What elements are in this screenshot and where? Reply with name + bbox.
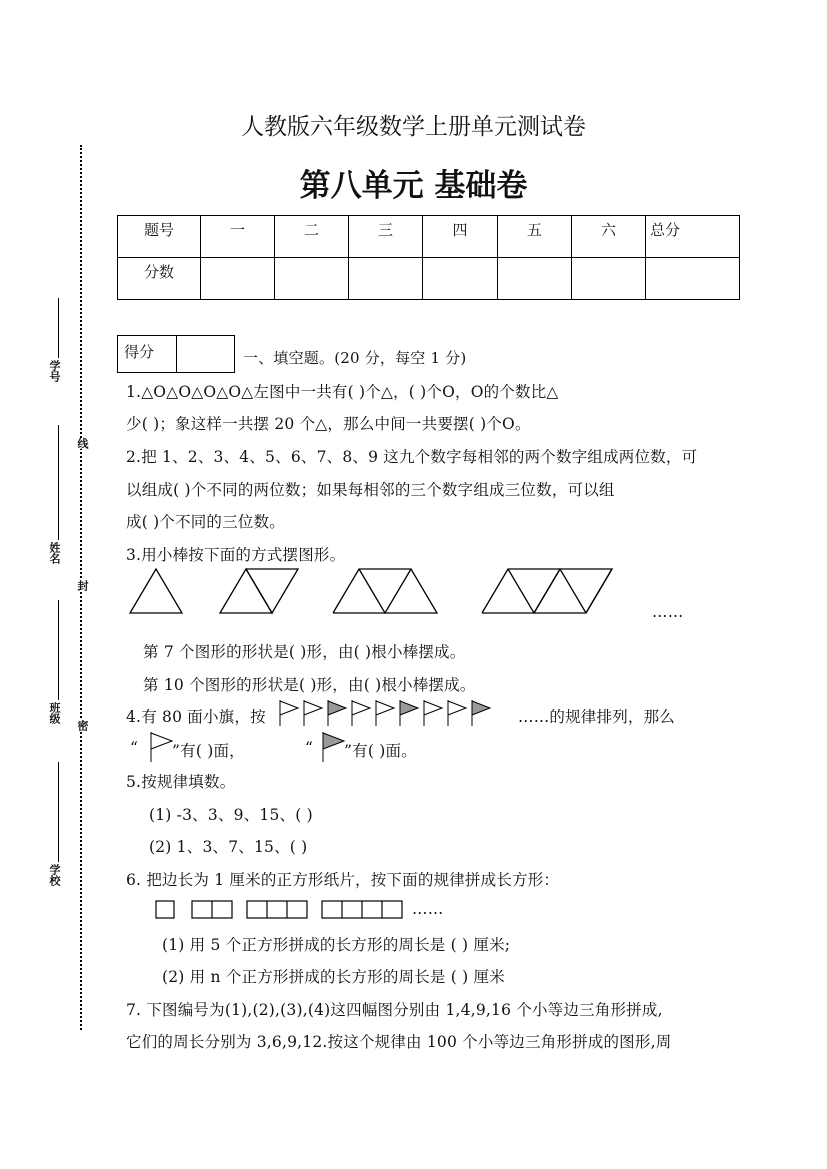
score-box-label: 得分: [118, 336, 177, 372]
q1-line2: 少( )；象这样一共摆 20 个△，那么中间一共要摆( )个O。: [126, 415, 531, 433]
page-subtitle: 第八单元 基础卷: [299, 168, 528, 204]
gray-flag-icon: [328, 700, 346, 726]
score-cell[interactable]: [572, 258, 646, 300]
score-header-cell: 四: [423, 216, 498, 258]
q2-line1: 2.把 1、2、3、4、5、6、7、8、9 这九个数字每相邻的两个数字组成两位数，可: [126, 448, 698, 466]
white-flag-icon: [376, 700, 394, 726]
score-header-cell: 一: [201, 216, 275, 258]
section1-heading: 一、填空题。(20 分，每空 1 分): [243, 349, 467, 367]
seal-char-feng: 封: [76, 580, 89, 591]
rect-3-squares: [247, 901, 307, 918]
white-flag-icon: [304, 700, 322, 726]
rect-1-square: [156, 901, 174, 918]
white-flag-icon: [424, 700, 442, 726]
q5-stem: 5.按规律填数。: [126, 773, 236, 791]
q4-quote-open-2: “: [305, 739, 314, 757]
white-flag-icon: [448, 700, 466, 726]
white-flag-icon: [280, 700, 298, 726]
flag-pattern: [278, 698, 500, 728]
name-label: 姓名: [48, 542, 61, 564]
seal-char-xian: 线: [76, 438, 89, 449]
q7-line1: 7. 下图编号为(1),(2),(3),(4)这四幅图分别由 1,4,9,16 个小等边三角形拼成,: [126, 1001, 663, 1019]
score-cell[interactable]: [498, 258, 572, 300]
school-line: [58, 762, 59, 862]
q2-line2: 以组成( )个不同的两位数；如果每相邻的三个数字组成三位数，可以组: [126, 481, 615, 499]
score-cell[interactable]: [423, 258, 498, 300]
score-cell[interactable]: [275, 258, 349, 300]
q4-line1-start: 4.有 80 面小旗，按: [126, 708, 266, 726]
score-header-cell: 题号: [118, 216, 201, 258]
gray-flag-icon: [472, 700, 490, 726]
page-title: 人教版六年级数学上册单元测试卷: [241, 114, 586, 140]
white-flag-icon: [352, 700, 370, 726]
figure-1-triangle: [130, 569, 182, 613]
name-line: [58, 425, 59, 540]
square-rectangles: [155, 900, 410, 920]
score-header-cell: 六: [572, 216, 646, 258]
score-cell[interactable]: [349, 258, 423, 300]
q3-stem: 3.用小棒按下面的方式摆图形。: [126, 546, 346, 564]
q6-stem: 6. 把边长为 1 厘米的正方形纸片，按下面的规律拼成长方形：: [126, 871, 560, 889]
score-box-field[interactable]: [177, 336, 234, 372]
q1-line1: 1.△O△O△O△O△左图中一共有( )个△，( )个O，O的个数比△: [126, 383, 559, 401]
student-id-label: 学号: [48, 360, 61, 382]
q5-part-a: (1) -3、3、9、15、( ): [149, 806, 313, 824]
score-cell[interactable]: [646, 258, 740, 300]
q5-part-b: (2) 1、3、7、15、( ): [149, 838, 308, 856]
q4-white-count: ”有( )面，: [172, 742, 245, 760]
score-box: [117, 335, 235, 373]
score-table-score-row: [118, 258, 740, 300]
score-header-cell: 总分: [646, 216, 740, 258]
q3-part-b: 第 10 个图形的形状是( )形，由( )根小棒摆成。: [143, 676, 476, 694]
q4-line1-end: ……的规律排列，那么: [518, 708, 676, 726]
class-label: 班级: [48, 702, 61, 724]
score-row-label: 分数: [118, 258, 201, 300]
q3-part-a: 第 7 个图形的形状是( )形，由( )根小棒摆成。: [143, 643, 466, 661]
school-label: 学校: [48, 864, 61, 886]
class-line: [58, 600, 59, 700]
gray-flag-icon: [400, 700, 418, 726]
score-header-cell: 三: [349, 216, 423, 258]
score-table-header-row: [118, 216, 740, 258]
score-header-cell: 五: [498, 216, 572, 258]
figure-3-trapezoid: [333, 569, 437, 613]
figure-3-inner: [359, 569, 411, 613]
score-cell[interactable]: [201, 258, 275, 300]
q4-gray-count: ”有( )面。: [344, 742, 417, 760]
q2-line3: 成( )个不同的三位数。: [126, 513, 285, 531]
q4-quote-open-1: “: [130, 739, 139, 757]
figure-2-part: [246, 569, 298, 613]
student-id-line: [58, 298, 59, 358]
q7-line2: 它们的周长分别为 3,6,9,12.按这个规律由 100 个小等边三角形拼成的图形,周: [126, 1033, 672, 1051]
stick-triangle-figures: [120, 565, 650, 617]
q6-part-a: (1) 用 5 个正方形拼成的长方形的周长是 ( ) 厘米;: [162, 936, 511, 954]
q3-ellipsis: ……: [652, 603, 684, 621]
q6-ellipsis: ……: [412, 900, 444, 918]
score-header-cell: 二: [275, 216, 349, 258]
q6-part-b: (2) 用 n 个正方形拼成的长方形的周长是 ( ) 厘米: [162, 968, 505, 986]
figure-2-parallelogram: [220, 569, 272, 613]
seal-char-mi: 密: [76, 720, 89, 731]
score-table: [117, 215, 740, 300]
